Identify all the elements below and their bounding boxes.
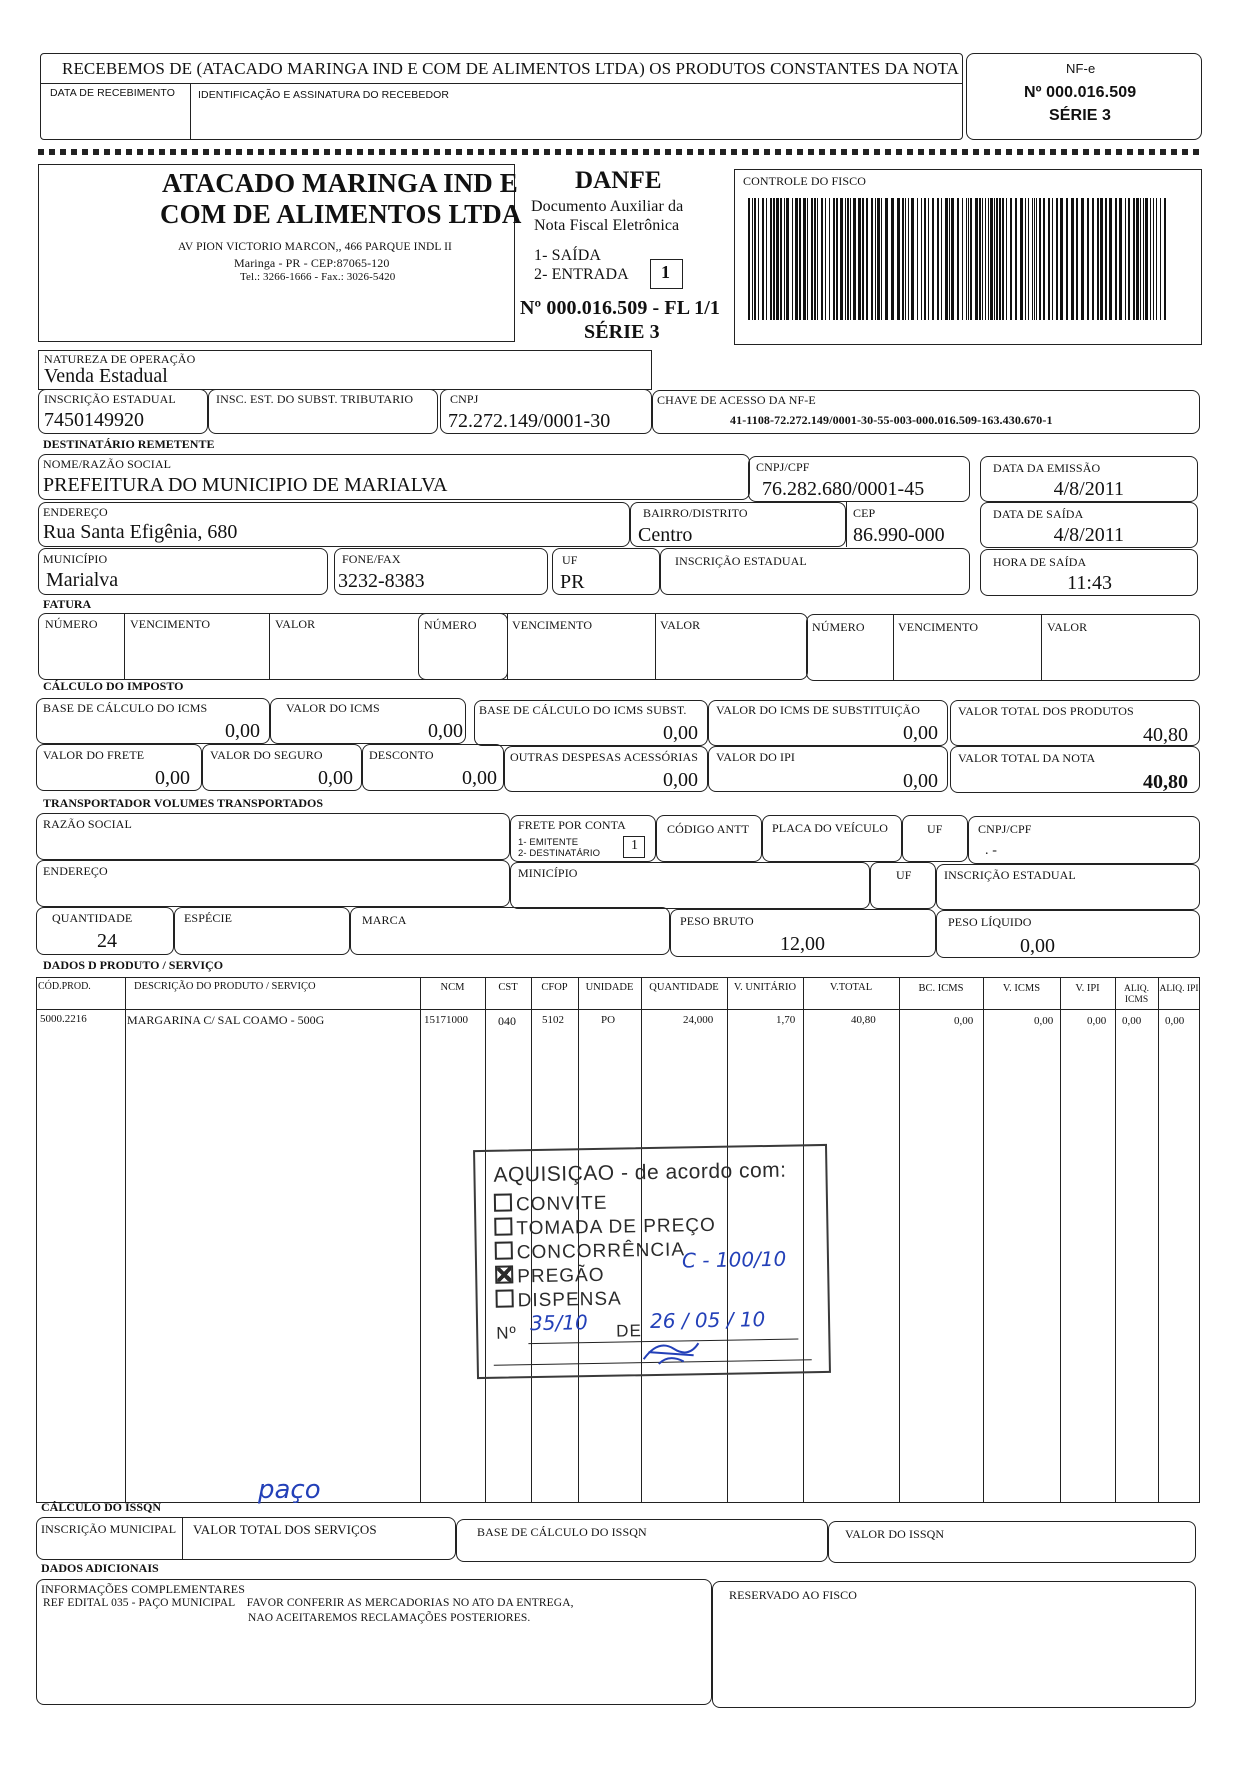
checkbox-concorrencia <box>495 1241 513 1259</box>
natureza-label: NATUREZA DE OPERAÇÃO <box>44 352 196 366</box>
base-icms: 0,00 <box>225 720 260 742</box>
frete-emitente-opt: 1- EMITENTE <box>518 837 579 848</box>
barcode-bar <box>766 198 767 320</box>
desconto: 0,00 <box>462 767 497 789</box>
identificacao-label: IDENTIFICAÇÃO E ASSINATURA DO RECEBEDOR <box>198 89 450 101</box>
barcode-bar <box>1039 198 1041 320</box>
barcode-bar <box>845 198 846 320</box>
barcode-bar <box>1015 198 1017 320</box>
barcode-bar <box>821 198 823 320</box>
barcode-bar <box>957 198 959 320</box>
barcode-bar <box>1043 198 1045 320</box>
barcode-bar <box>1076 198 1078 320</box>
cell-aliq-icms: 0,00 <box>1122 1015 1142 1027</box>
cell-codigo: 5000.2216 <box>40 1013 87 1025</box>
frete-destinatario-opt: 2- DESTINATÁRIO <box>518 848 601 859</box>
cell-bc-icms: 0,00 <box>954 1015 974 1027</box>
barcode-bar <box>836 198 838 320</box>
stamp-opt-tomada: TOMADA DE PREÇO <box>494 1214 716 1241</box>
cell-v-ipi: 0,00 <box>1087 1015 1107 1027</box>
transportador-section: TRANSPORTADOR VOLUMES TRANSPORTADOS <box>43 796 324 810</box>
barcode-bar <box>875 198 876 320</box>
frete-conta-label: FRETE POR CONTA <box>518 818 626 832</box>
barcode-bar <box>792 198 793 320</box>
barcode-bar <box>786 198 789 320</box>
barcode-bar <box>795 198 798 320</box>
barcode-bar <box>1145 198 1148 320</box>
col-header-aliq-ipi: ALIQ. IPI <box>1159 984 1199 994</box>
info-line-1: REF EDITAL 035 - PAÇO MUNICIPAL FAVOR CONFERIR AS MERCADORIAS NO ATO DA ENTREGA, <box>43 1597 574 1609</box>
barcode-bar <box>949 198 950 320</box>
peso-bruto-label: PESO BRUTO <box>680 914 754 928</box>
barcode-bar <box>1105 198 1107 320</box>
checkbox-convite <box>494 1193 512 1211</box>
info-line-2: NAO ACEITAREMOS RECLAMAÇÕES POSTERIORES. <box>248 1612 531 1624</box>
aquisicao-stamp <box>473 1144 831 1379</box>
fatura-section: FATURA <box>43 597 92 611</box>
frete-conta-code: 1 <box>631 838 639 853</box>
danfe-title: DANFE <box>575 167 662 194</box>
dest-municipio: Marialva <box>46 569 119 591</box>
barcode-bar <box>1164 198 1166 320</box>
barcode-bar <box>881 198 882 320</box>
reservado-label: RESERVADO AO FISCO <box>729 1588 857 1602</box>
dest-cnpj: 76.282.680/0001-45 <box>762 478 925 500</box>
barcode-bar <box>871 198 873 320</box>
barcode-bar <box>853 198 856 320</box>
dest-nome-label: NOME/RAZÃO SOCIAL <box>43 457 172 471</box>
col-header-total: V.TOTAL <box>829 982 873 993</box>
dest-fone: 3232-8383 <box>338 570 425 592</box>
barcode-bar <box>990 198 993 320</box>
cell-v-icms: 0,00 <box>1034 1015 1054 1027</box>
seguro-label: VALOR DO SEGURO <box>210 748 323 762</box>
stamp-hand-data: 26 / 05 / 10 <box>649 1307 766 1334</box>
barcode-bar <box>850 198 851 320</box>
barcode-bar <box>911 198 914 320</box>
col-header-cfop: CFOP <box>541 982 568 993</box>
chave-label: CHAVE DE ACESSO DA NF-E <box>657 393 816 407</box>
barcode-bar <box>1119 198 1122 320</box>
total-produtos: 40,80 <box>1143 724 1188 746</box>
barcode-bar <box>776 198 779 320</box>
barcode-bar <box>968 198 969 320</box>
barcode-bar <box>877 198 880 320</box>
barcode-bar <box>937 198 939 320</box>
barcode-bar <box>780 198 782 320</box>
cell-cfop: 5102 <box>542 1014 564 1026</box>
dest-uf-label: UF <box>562 553 578 567</box>
fatura-numero-label-2: NÚMERO <box>424 618 477 632</box>
barcode-bar <box>999 198 1001 320</box>
col-header-unitario: V. UNITÁRIO <box>733 982 797 993</box>
dest-cep-label: CEP <box>853 506 876 520</box>
signature-scribble <box>638 1333 709 1374</box>
cell-descricao: MARGARINA C/ SAL COAMO - 500G <box>127 1013 325 1027</box>
desconto-label: DESCONTO <box>369 748 434 762</box>
barcode-bar <box>951 198 954 320</box>
danfe-entrada: 2- ENTRADA <box>534 266 629 283</box>
barcode-bar <box>1133 198 1135 320</box>
barcode-bar <box>1100 198 1103 320</box>
issqn-section: CÁLCULO DO ISSQN <box>41 1500 162 1514</box>
canhoto-recebemos: RECEBEMOS DE (ATACADO MARINGA IND E COM DE ALIMENTOS LTDA) OS PRODUTOS CONSTANTES DA NOTA <box>62 59 960 78</box>
col-header-codigo: CÓD.PROD. <box>38 981 91 992</box>
cell-aliq-ipi: 0,00 <box>1165 1015 1185 1027</box>
barcode-bar <box>1081 198 1084 320</box>
frete-label: VALOR DO FRETE <box>43 748 145 762</box>
barcode-bar <box>762 198 764 320</box>
transp-razao-label: RAZÃO SOCIAL <box>43 817 132 831</box>
barcode-bar <box>814 198 816 320</box>
nfe-label: NF-e <box>1066 61 1096 76</box>
barcode-bar <box>1125 198 1126 320</box>
col-header-v-ipi: V. IPI <box>1075 983 1100 994</box>
quantidade: 24 <box>97 930 117 952</box>
peso-bruto: 12,00 <box>780 933 825 955</box>
barcode-bar <box>996 198 998 320</box>
col-header-bc-icms: BC. ICMS <box>918 983 964 994</box>
fatura-vencimento-label-3: VENCIMENTO <box>898 620 979 634</box>
base-subst: 0,00 <box>663 722 698 744</box>
barcode-bar <box>1002 198 1004 320</box>
dest-municipio-label: MUNICÍPIO <box>43 552 108 566</box>
barcode-bar <box>748 198 750 320</box>
emitente-nome-2: COM DE ALIMENTOS LTDA <box>160 199 522 229</box>
barcode-bar <box>941 198 942 320</box>
info-label: INFORMAÇÕES COMPLEMENTARES <box>41 1582 245 1596</box>
danfe-numero: Nº 000.016.509 - FL 1/1 <box>520 297 721 319</box>
dest-nome: PREFEITURA DO MUNICIPIO DE MARIALVA <box>43 474 448 496</box>
quantidade-label: QUANTIDADE <box>52 911 133 925</box>
nfe-numero: Nº 000.016.509 <box>1024 84 1137 101</box>
barcode-bar <box>975 198 978 320</box>
stamp-no-label: Nº <box>496 1323 517 1343</box>
fatura-valor-label-3: VALOR <box>1047 620 1088 634</box>
barcode-bar <box>897 198 900 320</box>
checkbox-pregao-checked <box>495 1265 513 1283</box>
barcode-bar <box>1028 198 1029 320</box>
col-header-v-icms: V. ICMS <box>1002 983 1041 994</box>
barcode-bar <box>932 198 934 320</box>
stamp-hand-numero: 35/10 <box>529 1310 588 1336</box>
chave-value: 41-1108-72.272.149/0001-30-55-003-000.016.509-163.430.670-1 <box>730 413 1053 427</box>
barcode-bar <box>784 198 785 320</box>
barcode-bar <box>924 198 926 320</box>
total-nota: 40,80 <box>1143 771 1188 793</box>
barcode-bar <box>773 198 775 320</box>
outras: 0,00 <box>663 769 698 791</box>
barcode-bar <box>803 198 806 320</box>
barcode-bar <box>1020 198 1023 320</box>
barcode-bar <box>825 198 826 320</box>
danfe-saida: 1- SAÍDA <box>534 247 602 264</box>
barcode-bar <box>966 198 967 320</box>
checkbox-tomada <box>494 1217 512 1235</box>
barcode-bar <box>970 198 972 320</box>
valor-subst-label: VALOR DO ICMS DE SUBSTITUIÇÃO <box>716 703 921 717</box>
barcode-bar <box>891 198 894 320</box>
cell-unidade: PO <box>601 1014 616 1026</box>
valor-subst: 0,00 <box>903 722 938 744</box>
transp-cnpj-label: CNPJ/CPF <box>978 822 1032 836</box>
barcode-bar <box>917 198 918 320</box>
barcode-bar <box>754 198 756 320</box>
cell-ncm: 15171000 <box>424 1014 468 1026</box>
cell-cst: 040 <box>498 1014 516 1028</box>
transp-uf-label: UF <box>927 822 943 836</box>
nfe-serie: SÉRIE 3 <box>1049 107 1112 124</box>
col-header-unidade: UNIDADE <box>585 982 634 993</box>
barcode-bar <box>1066 198 1068 320</box>
danfe-serie: SÉRIE 3 <box>584 321 660 343</box>
barcode-bar <box>988 198 989 320</box>
barcode-bar <box>908 198 909 320</box>
stamp-hand-pregao: C - 100/10 <box>681 1246 787 1273</box>
barcode-bar <box>1052 198 1053 320</box>
barcode-bar <box>862 198 864 320</box>
barcode-bar <box>1036 198 1037 320</box>
especie-label: ESPÉCIE <box>184 911 233 925</box>
barcode-bar <box>1153 198 1154 320</box>
transp-municipio-label: MINICÍPIO <box>518 866 578 880</box>
danfe-sub2: Nota Fiscal Eletrônica <box>534 217 680 234</box>
dest-bairro: Centro <box>638 524 693 546</box>
barcode-bar <box>905 198 906 320</box>
natureza-value: Venda Estadual <box>44 365 168 387</box>
barcode-bar <box>799 198 801 320</box>
barcode-bar <box>752 198 753 320</box>
barcode-bar <box>833 198 835 320</box>
ie-label: INSCRIÇÃO ESTADUAL <box>44 392 176 406</box>
valor-icms-label: VALOR DO ICMS <box>286 701 380 715</box>
barcode-bar <box>1128 198 1130 320</box>
handwritten-paco: paço <box>258 1475 321 1505</box>
barcode-bar <box>1136 198 1139 320</box>
placa-label: PLACA DO VEÍCULO <box>772 821 889 835</box>
fatura-box-3 <box>806 614 1200 681</box>
insc-subst-label: INSC. EST. DO SUBST. TRIBUTARIO <box>216 392 414 406</box>
checkbox-dispensa <box>495 1289 513 1307</box>
ipi: 0,00 <box>903 770 938 792</box>
imposto-section: CÁLCULO DO IMPOSTO <box>43 679 184 693</box>
transp-uf2-label: UF <box>896 868 912 882</box>
emitente-nome-1: ATACADO MARINGA IND E <box>162 168 518 198</box>
fatura-valor-label-2: VALOR <box>660 618 701 632</box>
dest-ie-label: INSCRIÇÃO ESTADUAL <box>675 554 807 568</box>
controle-fisco-label: CONTROLE DO FISCO <box>743 174 867 188</box>
dest-cnpj-label: CNPJ/CPF <box>756 460 810 474</box>
dest-bairro-label: BAIRRO/DISTRITO <box>643 506 748 520</box>
ipi-label: VALOR DO IPI <box>716 750 795 764</box>
valor-icms: 0,00 <box>428 720 463 742</box>
danfe-sub1: Documento Auxiliar da <box>531 198 684 215</box>
barcode-bar <box>902 198 904 320</box>
fatura-vencimento-label-1: VENCIMENTO <box>130 617 211 631</box>
barcode-bar <box>858 198 861 320</box>
cut-line <box>38 149 1203 155</box>
stamp-opt-convite: CONVITE <box>494 1192 608 1217</box>
dest-endereco: Rua Santa Efigênia, 680 <box>43 521 238 543</box>
barcode-bar <box>770 198 772 320</box>
cnpj-label: CNPJ <box>450 392 479 406</box>
produtos-section: DADOS D PRODUTO / SERVIÇO <box>43 958 224 972</box>
base-icms-label: BASE DE CÁLCULO DO ICMS <box>43 701 208 715</box>
ie-value: 7450149920 <box>44 409 144 431</box>
barcode-bar <box>1010 198 1012 320</box>
insc-municipal-label: INSCRIÇÃO MUNICIPAL <box>41 1522 177 1536</box>
fatura-vencimento-label-2: VENCIMENTO <box>512 618 593 632</box>
fatura-valor-label-1: VALOR <box>275 617 316 631</box>
dest-endereco-label: ENDEREÇO <box>43 505 108 519</box>
frete: 0,00 <box>155 767 190 789</box>
data-saida: 4/8/2011 <box>1053 524 1124 546</box>
barcode-bar <box>1109 198 1112 320</box>
barcode-bar <box>945 198 948 320</box>
dest-fone-label: FONE/FAX <box>342 552 401 566</box>
fatura-numero-label-3: NÚMERO <box>812 620 865 634</box>
barcode-bar <box>758 198 759 320</box>
peso-liquido-label: PESO LÍQUIDO <box>948 915 1032 929</box>
emitente-telefone: Tel.: 3266-1666 - Fax.: 3026-5420 <box>240 271 396 283</box>
adicionais-section: DADOS ADICIONAIS <box>41 1561 159 1575</box>
barcode <box>748 198 1170 320</box>
danfe-tipo: 1 <box>661 262 671 282</box>
peso-liquido: 0,00 <box>1020 935 1055 957</box>
hora-saida-label: HORA DE SAÍDA <box>993 555 1087 569</box>
cell-quantidade: 24,000 <box>683 1014 714 1026</box>
barcode-bar <box>1025 198 1026 320</box>
total-nota-label: VALOR TOTAL DA NOTA <box>958 751 1096 765</box>
data-emissao-label: DATA DA EMISSÃO <box>993 461 1101 475</box>
transp-endereco-label: ENDEREÇO <box>43 864 108 878</box>
barcode-bar <box>1048 198 1050 320</box>
barcode-bar <box>1092 198 1094 320</box>
barcode-bar <box>1056 198 1058 320</box>
barcode-bar <box>1140 198 1141 320</box>
barcode-bar <box>1115 198 1117 320</box>
hora-saida: 11:43 <box>1067 572 1112 594</box>
barcode-bar <box>982 198 983 320</box>
stamp-opt-pregao: PREGÃO <box>495 1264 605 1289</box>
barcode-bar <box>829 198 830 320</box>
data-recebimento-label: DATA DE RECEBIMENTO <box>50 87 176 99</box>
barcode-bar <box>847 198 849 320</box>
total-servicos-label: VALOR TOTAL DOS SERVIÇOS <box>193 1522 377 1537</box>
barcode-bar <box>979 198 981 320</box>
dest-uf: PR <box>560 571 585 593</box>
seguro: 0,00 <box>318 767 353 789</box>
col-header-aliq-icms: ALIQ. ICMS <box>1123 984 1150 1005</box>
col-header-quantidade: QUANTIDADE <box>649 982 719 993</box>
marca-label: MARCA <box>362 913 407 927</box>
data-saida-label: DATA DE SAÍDA <box>993 507 1084 521</box>
stamp-title: AQUISIÇAO - de acordo com: <box>493 1158 787 1187</box>
barcode-bar <box>1087 198 1089 320</box>
barcode-bar <box>1071 198 1074 320</box>
barcode-bar <box>1034 198 1035 320</box>
barcode-bar <box>921 198 922 320</box>
barcode-bar <box>811 198 813 320</box>
data-emissao: 4/8/2011 <box>1053 478 1124 500</box>
barcode-bar <box>1150 198 1151 320</box>
col-header-descricao: DESCRIÇÃO DO PRODUTO / SERVIÇO <box>134 981 316 992</box>
cell-total: 40,80 <box>851 1014 876 1026</box>
barcode-bar <box>840 198 843 320</box>
cell-unitario: 1,70 <box>776 1014 796 1026</box>
outras-label: OUTRAS DESPESAS ACESSÓRIAS <box>510 750 698 764</box>
stamp-de-label: DE <box>616 1321 642 1341</box>
barcode-bar <box>1156 198 1157 320</box>
fatura-numero-label-1: NÚMERO <box>45 617 98 631</box>
emitente-cidade: Maringa - PR - CEP:87065-120 <box>234 256 390 270</box>
barcode-bar <box>1143 198 1144 320</box>
barcode-bar <box>962 198 963 320</box>
barcode-bar <box>1006 198 1007 320</box>
stamp-opt-concorrencia: CONCORRÊNCIA <box>495 1238 686 1264</box>
barcode-bar <box>807 198 808 320</box>
antt-label: CÓDIGO ANTT <box>667 822 750 836</box>
barcode-bar <box>1060 198 1063 320</box>
barcode-bar <box>866 198 868 320</box>
stamp-opt-dispensa: DISPENSA <box>495 1288 621 1313</box>
total-produtos-label: VALOR TOTAL DOS PRODUTOS <box>958 704 1134 718</box>
barcode-bar <box>1160 198 1161 320</box>
barcode-bar <box>994 198 995 320</box>
barcode-bar <box>817 198 818 320</box>
transp-cnpj: . - <box>985 843 997 858</box>
barcode-bar <box>928 198 929 320</box>
barcode-bar <box>1032 198 1033 320</box>
destinatario-section: DESTINATÁRIO REMETENTE <box>43 437 215 451</box>
cnpj-value: 72.272.149/0001-30 <box>448 410 611 432</box>
base-subst-label: BASE DE CÁLCULO DO ICMS SUBST. <box>479 703 687 717</box>
emitente-endereco: AV PION VICTORIO MARCON,, 466 PARQUE INDL II <box>178 241 452 253</box>
barcode-bar <box>885 198 888 320</box>
dest-cep: 86.990-000 <box>853 524 945 546</box>
transp-ie-label: INSCRIÇÃO ESTADUAL <box>944 868 1076 882</box>
barcode-bar <box>985 198 986 320</box>
barcode-bar <box>1097 198 1099 320</box>
col-header-cst: CST <box>498 982 518 993</box>
valor-issqn-label: VALOR DO ISSQN <box>845 1527 945 1541</box>
col-header-ncm: NCM <box>440 982 465 993</box>
base-issqn-label: BASE DE CÁLCULO DO ISSQN <box>477 1525 647 1539</box>
